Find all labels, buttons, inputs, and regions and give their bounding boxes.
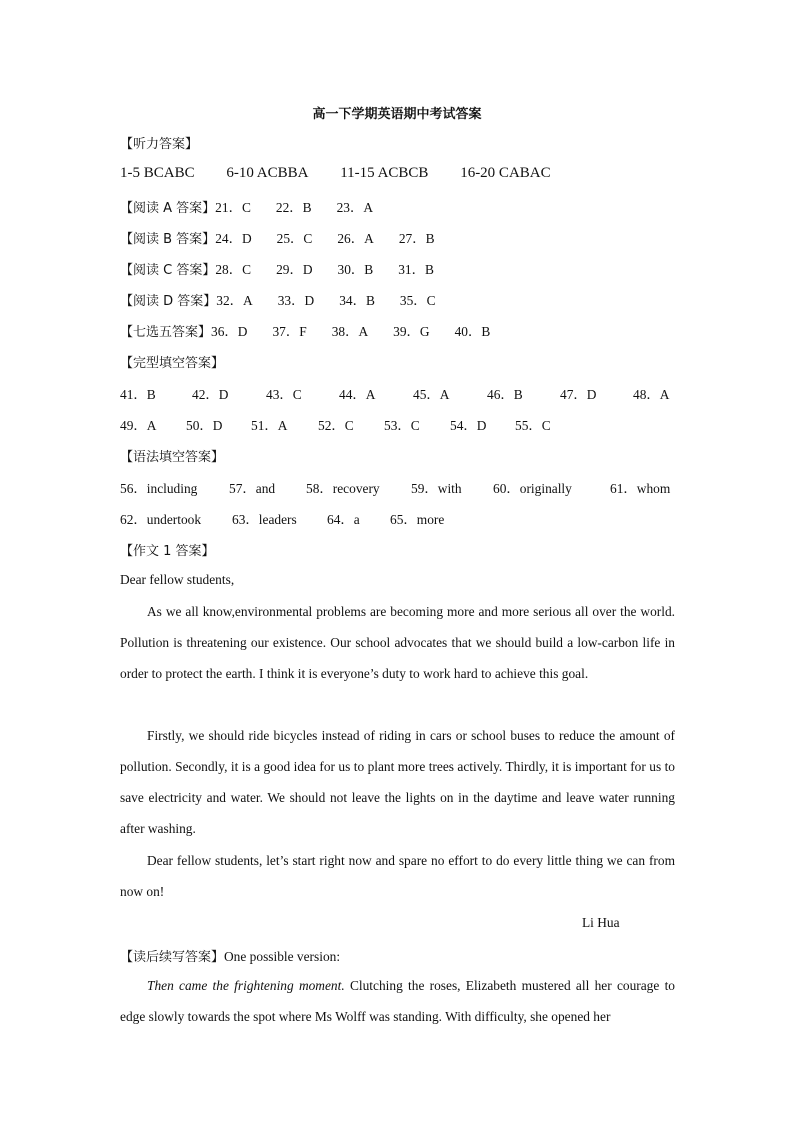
answer-item: 46．B xyxy=(487,387,523,402)
answer-item: 62．undertook xyxy=(120,512,202,527)
cloze-header: 【完型填空答案】 xyxy=(120,356,225,371)
essay1-greeting: Dear fellow students, xyxy=(120,572,235,587)
answer-item: 28．C xyxy=(215,262,252,277)
answer-item: 56．including xyxy=(120,481,198,496)
essay1-signature: Li Hua xyxy=(582,915,620,930)
answer-item: 27．B xyxy=(398,231,435,246)
answer-item: 61．whom xyxy=(610,481,671,496)
essay1-paragraph-3: Dear fellow students, let’s start right now and spare no effort to do every little thing we can from now on! xyxy=(120,853,675,899)
listening-group: 16-20 CABAC xyxy=(460,165,551,181)
answer-item: 52．C xyxy=(318,418,354,433)
continuation-italic-start: Then came the frightening moment. xyxy=(147,978,345,993)
answer-item: 49．A xyxy=(120,418,157,433)
reading-d-label: 【阅读 D 答案】 xyxy=(120,294,217,309)
answer-item: 22．B xyxy=(275,200,312,215)
answer-item: 32．A xyxy=(216,293,253,308)
answer-item: 25．C xyxy=(276,231,313,246)
continuation-paragraph xyxy=(120,970,675,1032)
essay1-paragraph-1: As we all know,environmental problems are becoming more and more serious all over the world. Pollution is threatening our existence. Our school advocates that we should build a low-carbon life in order to protect the earth. I think it is everyone’s duty to work hard to achieve this goal. xyxy=(120,604,675,681)
answer-item: 26．A xyxy=(337,231,374,246)
answer-item: 30．B xyxy=(337,262,374,277)
reading-c-row xyxy=(120,259,675,278)
answer-item: 44．A xyxy=(339,387,376,402)
answer-item: 63．leaders xyxy=(232,512,297,527)
answer-item: 54．D xyxy=(450,418,487,433)
listening-group: 6-10 ACBBA xyxy=(226,165,309,181)
answer-item: 60．originally xyxy=(493,481,572,496)
grammar-header: 【语法填空答案】 xyxy=(120,450,225,465)
continuation-text: Clutching the roses, Elizabeth mustered all her courage to edge slowly towards the spot where Ms Wolff was standing. With difficulty, she opened her xyxy=(120,978,675,1024)
continuation-intro: One possible version: xyxy=(224,949,341,964)
answer-item: 65．more xyxy=(390,512,445,527)
listening-group: 11-15 ACBCB xyxy=(340,165,429,181)
answer-item: 36．D xyxy=(211,324,248,339)
reading-d-row xyxy=(120,290,675,309)
answer-item: 42．D xyxy=(192,387,229,402)
seven-five-row xyxy=(120,321,675,340)
answer-item: 23．A xyxy=(336,200,374,215)
answer-item: 41．B xyxy=(120,387,156,402)
seven-five-label: 【七选五答案】 xyxy=(120,325,212,340)
answer-item: 59．with xyxy=(411,481,462,496)
continuation-header: 【读后续写答案】 xyxy=(120,950,225,965)
answer-item: 29．D xyxy=(276,262,313,277)
answer-item: 40．B xyxy=(454,324,491,339)
reading-b-label: 【阅读 B 答案】 xyxy=(120,232,216,247)
answer-item: 33．D xyxy=(277,293,315,308)
listening-group: 1-5 BCABC xyxy=(120,165,195,181)
reading-b-row xyxy=(120,228,675,247)
answer-item: 53．C xyxy=(384,418,420,433)
reading-a-row xyxy=(120,197,675,216)
reading-c-label: 【阅读 C 答案】 xyxy=(120,263,216,278)
answer-item: 50．D xyxy=(186,418,223,433)
listening-header: 【听力答案】 xyxy=(120,137,199,152)
answer-item: 34．B xyxy=(339,293,375,308)
listening-answers xyxy=(120,165,675,182)
continuation-header-line xyxy=(120,946,675,965)
answer-item: 58．recovery xyxy=(306,481,380,496)
answer-item: 37．F xyxy=(272,324,307,339)
answer-item: 64．a xyxy=(327,512,360,527)
answer-item: 38．A xyxy=(331,324,369,339)
essay1-header: 【作文 1 答案】 xyxy=(120,544,215,559)
answer-item: 51．A xyxy=(251,418,288,433)
answer-item: 47．D xyxy=(560,387,597,402)
answer-item: 39．G xyxy=(393,324,430,339)
answer-item: 24．D xyxy=(215,231,252,246)
answer-item: 43．C xyxy=(266,387,302,402)
answer-item: 48．A xyxy=(633,387,670,402)
answer-item: 31．B xyxy=(398,262,434,277)
reading-a-label: 【阅读 A 答案】 xyxy=(120,201,216,216)
answer-item: 21．C xyxy=(215,200,251,215)
essay1-paragraph-2: Firstly, we should ride bicycles instead of riding in cars or school buses to reduce the amount of pollution. Secondly, it is a good idea for us to plant more trees actively. Thirdly, it is important for us to save electricity and water. We should not leave the lights on in the daytime and leave water running after washing. xyxy=(120,728,675,836)
answer-item: 45．A xyxy=(413,387,450,402)
answer-item: 55．C xyxy=(515,418,551,433)
answer-item: 57．and xyxy=(229,481,276,496)
answer-item: 35．C xyxy=(399,293,436,308)
page-title: 高一下学期英语期中考试答案 xyxy=(312,107,482,122)
